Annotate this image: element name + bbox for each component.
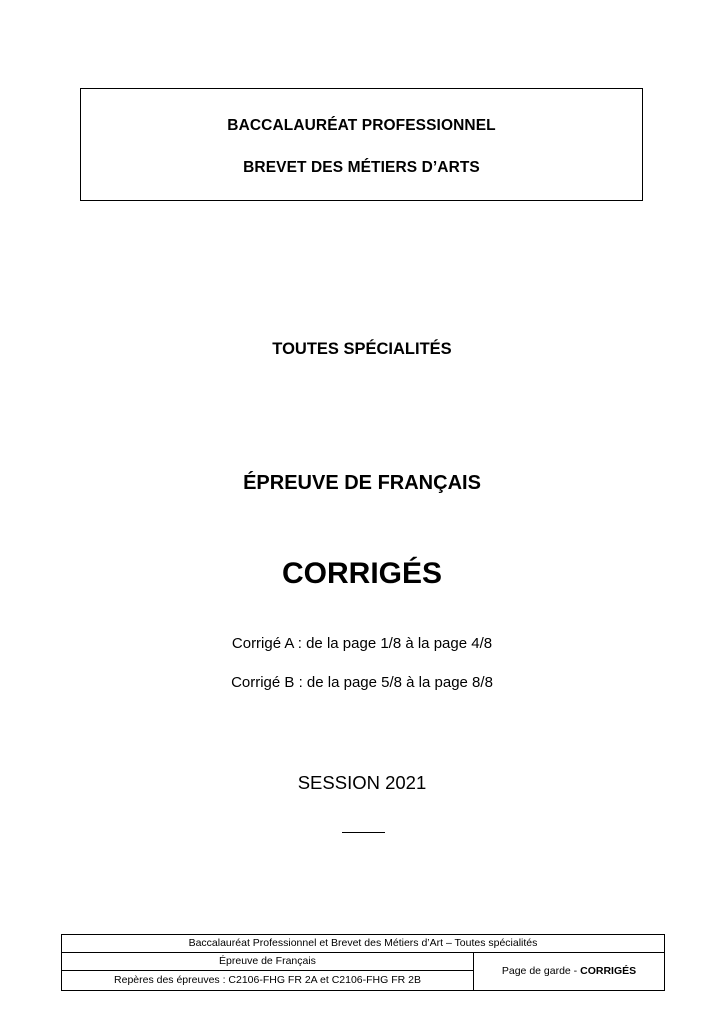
- footer-page-label-bold: CORRIGÉS: [580, 965, 637, 977]
- specialites-heading: TOUTES SPÉCIALITÉS: [272, 340, 452, 358]
- footer-reperes: Repères des épreuves : C2106-FHG FR 2A et C2106-FHG FR 2B: [114, 974, 421, 986]
- footer-epreuve: Épreuve de Français: [62, 953, 473, 971]
- footer-left-cell: [62, 953, 474, 990]
- footer-table: [61, 934, 665, 991]
- page-title: CORRIGÉS: [281, 557, 443, 590]
- header-box: [80, 88, 643, 201]
- separator-dash: [342, 832, 385, 833]
- footer-page-label-text: Page de garde -: [501, 965, 581, 977]
- footer-page-label: [474, 953, 664, 990]
- session-label: SESSION 2021: [297, 772, 427, 793]
- epreuve-heading: ÉPREUVE DE FRANÇAIS: [243, 472, 481, 494]
- corrige-a-range: Corrigé A : de la page 1/8 à la page 4/8: [231, 635, 493, 652]
- header-title-bac: BACCALAURÉAT PROFESSIONNEL: [227, 117, 496, 134]
- footer-exam-title: Baccalauréat Professionnel et Brevet des Métiers d’Art – Toutes spécialités: [62, 935, 664, 953]
- corrige-b-range: Corrigé B : de la page 5/8 à la page 8/8: [231, 674, 493, 691]
- header-title-brevet: BREVET DES MÉTIERS D’ARTS: [243, 159, 480, 176]
